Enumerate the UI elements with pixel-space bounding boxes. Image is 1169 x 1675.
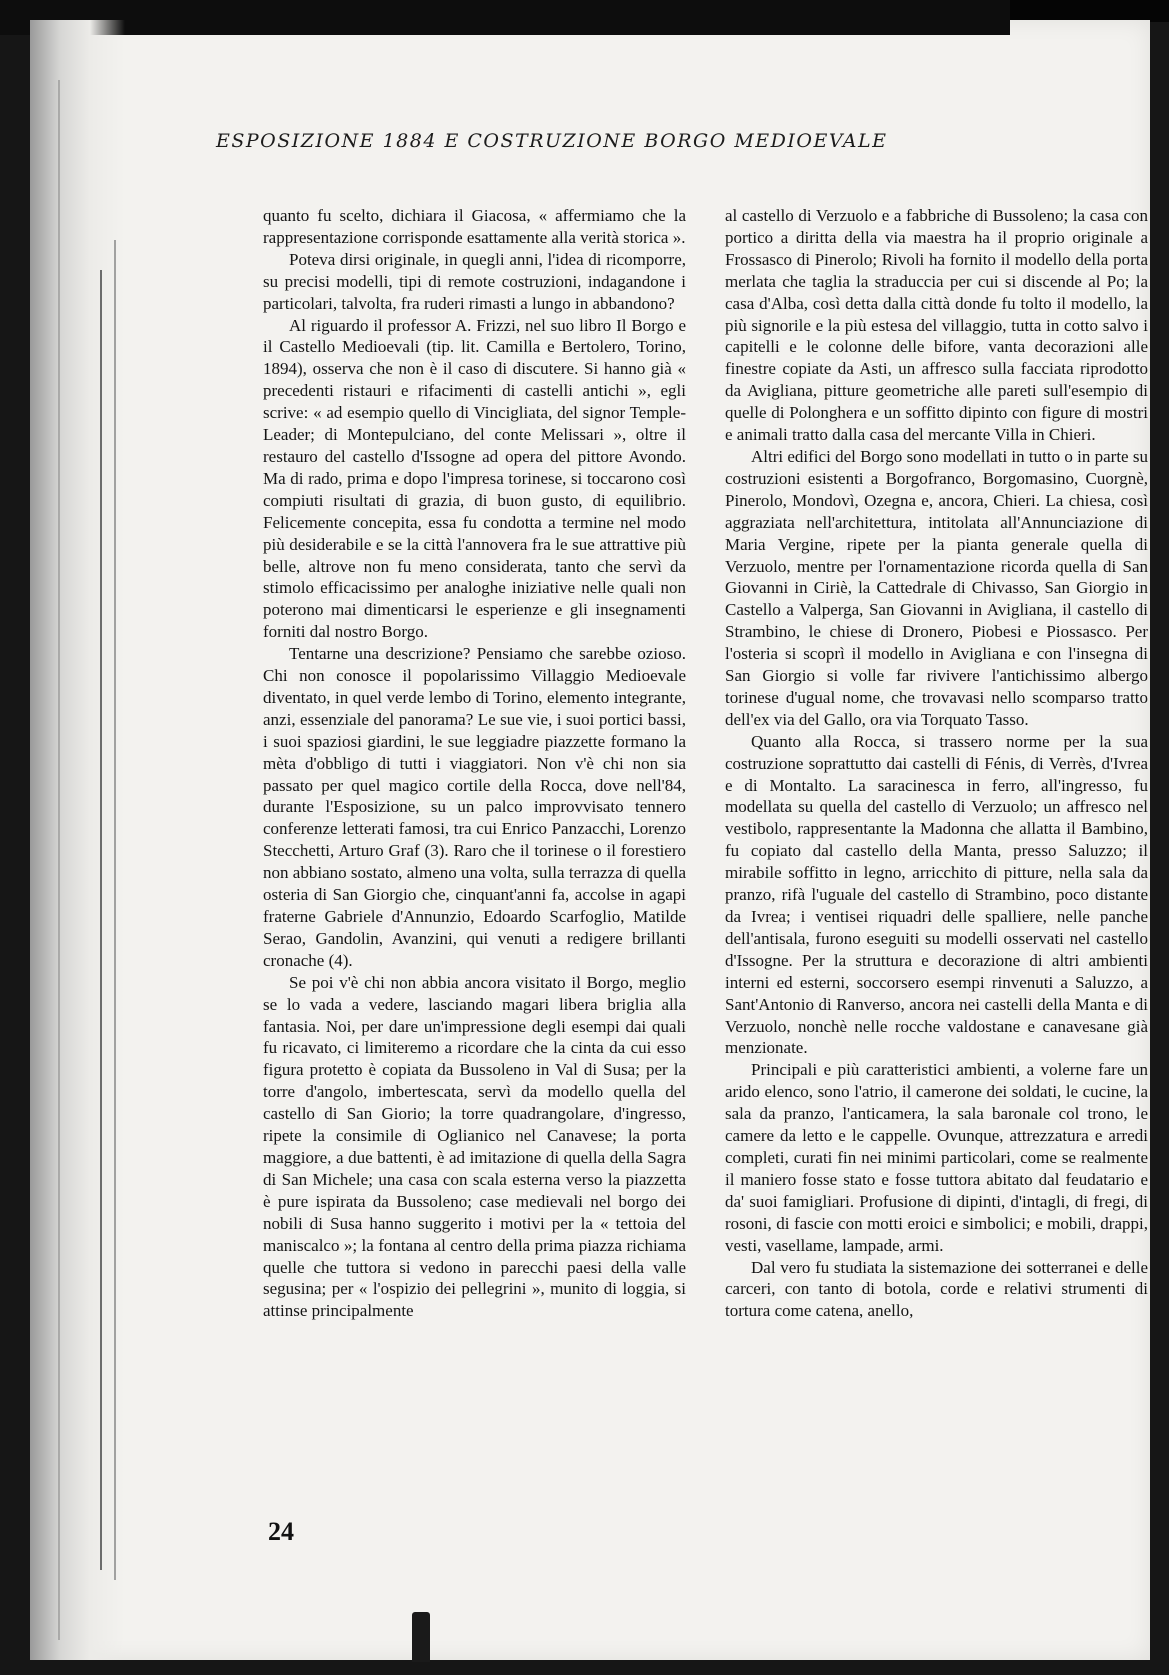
running-header: ESPOSIZIONE 1884 E COSTRUZIONE BORGO MEDIOEVALE <box>216 130 888 152</box>
paragraph: Poteva dirsi originale, in quegli anni, l'idea di ricomporre, su precisi modelli, tipi di remote costruzioni, indagandone i particolari, talvolta, fra ruderi rimasti a lungo in abbandono? <box>263 249 686 313</box>
paragraph: Dal vero fu studiata la sistemazione dei sotterranei e delle carceri, con tanto di botola, corde e relativi strumenti di tortura come catena, anello, <box>725 1257 1148 1321</box>
paragraph: Quanto alla Rocca, si trassero norme per la sua costruzione soprattutto dai castelli di Fénis, di Verrès, d'Ivrea e di Montalto. La saracinesca in ferro, all'ingresso, fu modellata su quella del castello di Verzuolo; un affresco nel vestibolo, rappresentante la Madonna che allatta il Bambino, fu copiato dal castello della Manta, presso Saluzzo; il mirabile soffitto in legno, arricchito di pitture, nella sala da pranzo, rifà l'uguale del castello di Strambino, poco distante da Ivrea; i ventisei riquadri delle spalliere, nelle panche dell'antisala, furono eseguiti su modelli osservati nel castello d'Issogne. Per la struttura e decorazione di altri ambienti interni ed esterni, soccorsero esempi rinvenuti a Saluzzo, a Sant'Antonio di Ranverso, ancora nei castelli della Manta e di Verzuolo, nonchè nelle rocche valdostane e canavesane già menzionate. <box>725 731 1148 1058</box>
right-text-column <box>725 205 1148 1322</box>
paragraph: Principali e più caratteristici ambienti, a volerne fare un arido elenco, sono l'atrio, il camerone dei soldati, le cucine, la sala da pranzo, l'anticamera, la sala baronale col trono, le camere da letto e le cappelle. Ovunque, attrezzatura e arredi completi, curati fin nei minimi particolari, come se realmente il maniero fosse stato e fosse tuttora abitato dal feudatario e da' suoi famigliari. Profusione di dipinti, d'intagli, di fregi, di rosoni, di fascie con motti eroici e simbolici; e mobili, drappi, vesti, vasellame, lampade, armi. <box>725 1060 1148 1255</box>
paragraph: quanto fu scelto, dichiara il Giacosa, « affermiamo che la rappresentazione corrisponde esattamente alla verità storica ». <box>263 206 686 247</box>
page-number: 24 <box>268 1517 294 1546</box>
paragraph: al castello di Verzuolo e a fabbriche di Bussoleno; la casa con portico a diritta della via maestra ha il proprio originale a Frossasco di Pinerolo; Rivoli ha fornito il modello della porta merlata che taglia la straduccia per cui si discende al Po; la casa d'Alba, così detta dalla città donde fu tolto il modello, la più signorile e la più estesa del villaggio, tutta in cotto salvo i capitelli e le colonne delle bifore, vanta decorazioni alle finestre copiate da Asti, un affresco sulla facciata riprodotto da Avigliana, pitture geometriche alle pareti sull'esempio di quelle di Polonghera e un soffitto dipinto con figure di mostri e animali tratto dalla casa del mercante Villa in Chieri. <box>725 206 1148 445</box>
paragraph: Se poi v'è chi non abbia ancora visitato il Borgo, meglio se lo vada a vedere, lasciando magari libera briglia alla fantasia. Noi, per dare un'impressione degli esempi dai quali fu ricavato, ci limiteremo a ricordare che la cinta da cui esso figura protetto è copiata da Bussoleno in Val di Susa; per la torre d'angolo, imbertescata, servì da modello quella del castello di San Giorio; la torre quadrangolare, d'ingresso, ripete la consimile di Oglianico nel Canavese; la porta maggiore, a due battenti, è ad imitazione di quella della Sagra di San Michele; una casa con scala esterna verso la piazzetta è pure ispirata da Bussoleno; case medievali nel borgo dei nobili di Susa hanno suggerito i motivi per la « tettoia del maniscalco »; la fontana al centro della prima piazza richiama quelle che tuttora si vedono in parecchi paesi della valle segusina; per « l'ospizio dei pellegrini », munito di loggia, si attinse principalmente <box>263 972 686 1321</box>
paragraph: Al riguardo il professor A. Frizzi, nel suo libro Il Borgo e il Castello Medioevali (tip. lit. Camilla e Bertolero, Torino, 1894), osserva che non è il caso di discutere. Si hanno già « precedenti ristauri e rifacimenti di castelli antichi », egli scrive: « ad esempio quello di Vincigliata, del signor Temple-Leader; di Montepulciano, del conte Melissari », oltre il restauro del castello d'Issogne ad opera del pittore Avondo. Ma di rado, prima e dopo l'impresa torinese, si toccarono così compiuti risultati di grazia, di buon gusto, di equilibrio. Felicemente concepita, essa fu condotta a termine nel modo più desiderabile e se la città l'annovera fra le sue attrattive più belle, altrove non fu meno considerata, tanto che servì da stimolo efficacissimo per analoghe iniziative nelle quali non poterono mai dimenticarsi le esperienze e gli insegnamenti forniti dal nostro Borgo. <box>263 315 686 642</box>
spine-shadow <box>30 20 125 1660</box>
paragraph: Tentarne una descrizione? Pensiamo che sarebbe ozioso. Chi non conosce il popolarissimo Villaggio Medioevale diventato, in quel verde lembo di Torino, elemento integrante, anzi, essenziale del panorama? Le sue vie, i suoi portici bassi, i suoi spaziosi giardini, le sue leggiadre piazzette formano la mèta d'obbligo di tutti i viaggiatori. Non v'è chi non sia passato per quel magico cortile della Rocca, dove nell'84, durante l'Esposizione, su un palco improvvisato tennero conferenze letterati famosi, tra cui Enrico Panzacchi, Lorenzo Stecchetti, Arturo Graf (3). Raro che il torinese o il forestiero non abbiano sostato, almeno una volta, sulla terrazza di quella osteria di San Giorgio che, cinquant'anni fa, accolse in agapi fraterne Gabriele d'Annunzio, Edoardo Scarfoglio, Matilde Serao, Gandolin, Avanzini, qui venuti a redigere brillanti cronache (4). <box>263 644 686 970</box>
binding-edge <box>58 80 60 1640</box>
binding-edge <box>114 240 116 1580</box>
paragraph: Altri edifici del Borgo sono modellati in tutto o in parte su costruzioni esistenti a Borgofranco, Borgomasino, Cuorgnè, Pinerolo, Mondovì, Ozegna e, ancora, Chieri. La chiesa, così aggraziata nell'architettura, intitolata all'Annunciazione di Maria Vergine, ripete per la pianta generale quella di Verzuolo, mentre per l'ornamentazione ricorda quella di San Giovanni in Ciriè, la Cattedrale di Chivasso, San Giorgio in Castello a Valperga, San Giovanni in Avigliana, il castello di Strambino, le chiese di Dronero, Piobesi e Piossasco. Per l'osteria si scoprì il modello in Avigliana e con l'insegna di San Giorgio si volle far rivivere l'antichissimo albergo torinese d'ugual nome, che trovavasi nello scomparso tratto dell'ex via del Gallo, ora via Torquato Tasso. <box>725 446 1148 729</box>
left-text-column <box>263 205 686 1322</box>
scan-border-corner <box>0 0 1010 35</box>
binding-edge <box>100 270 102 1570</box>
scan-artifact-mark <box>412 1612 430 1662</box>
